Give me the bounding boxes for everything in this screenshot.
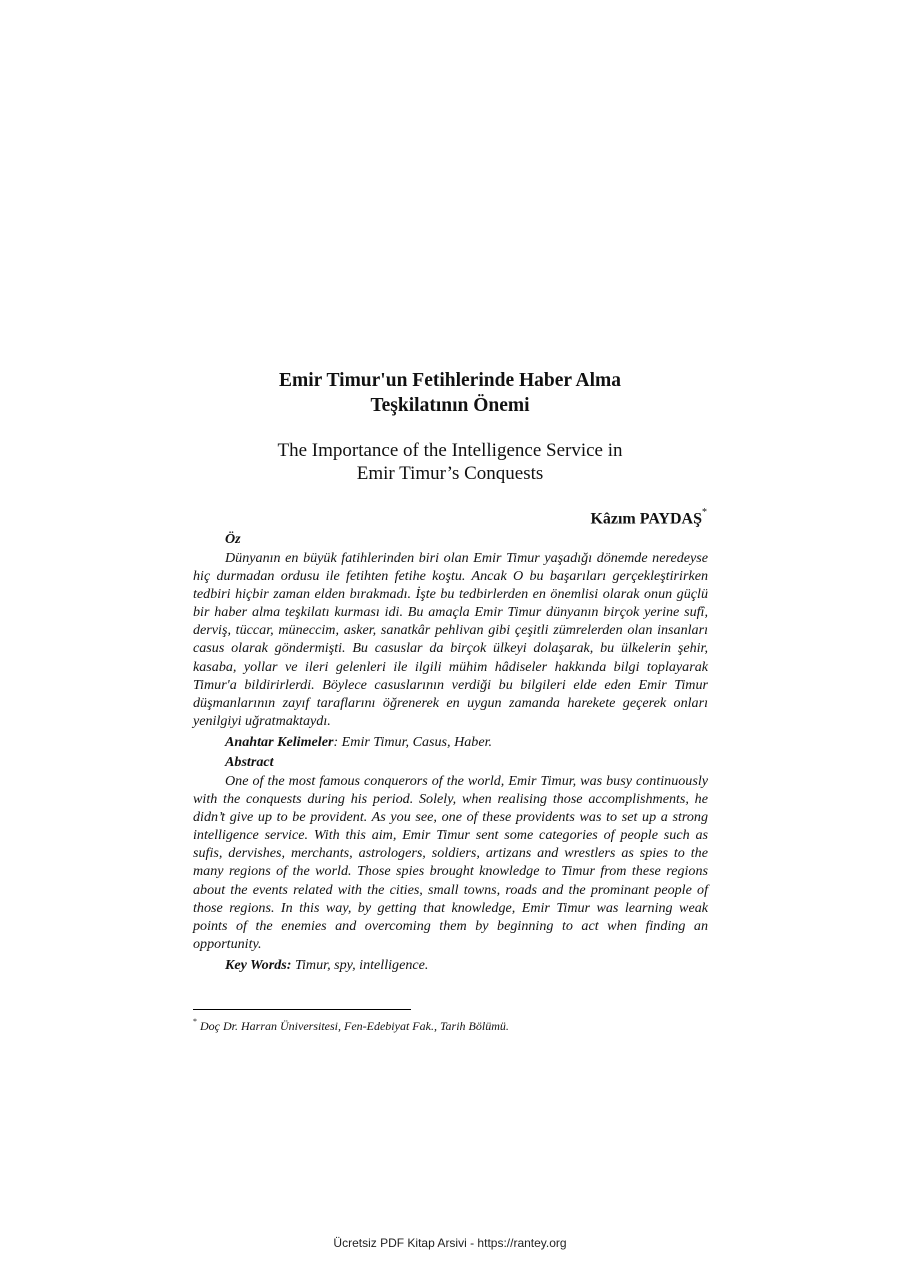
oz-paragraph: Dünyanın en büyük fatihlerinden biri olan Emir Timur yaşadığı dönemde neredeyse hiç durmadan ordusu ile fetihten fetihe koştu. Ancak O bu başarıları gerçekleştirirken tedbiri hiçbir zaman elden bırakmadı. İşte bu tedbirlerden en önemlisi olarak onun güçlü bir haber alma teşkilatı kurması idi. Bu amaçla Emir Timur dünyanın birçok yerine sufî, derviş, tüccar, müneccim, asker, sanatkâr pehlivan gibi çeşitli zümrelerden olan insanları casus olarak göndermişti. Bu casuslar da birçok ülkeyi dolaşarak, bu ülkelerin şehir, kasaba, yollar ve ileri gelenleri ile ilgili mühim hâdiseler hakkında bilgi toplayarak Timur'a bildirirlerdi. Böylece casuslarının verdiği bu bilgileri elde eden Emir Timur düşmanlarının zayıf taraflarını öğrenerek en uygun zamanda harekete geçerek onları yenilgiyi uğratmaktaydı. xyxy=(193,550,708,729)
title-line-2: Teşkilatının Önemi xyxy=(370,395,530,416)
footnote-text: Doç Dr. Harran Üniversitesi, Fen-Edebiyat Fak., Tarih Bölümü. xyxy=(197,1019,509,1033)
author-name: Kâzım PAYDAŞ xyxy=(590,510,702,528)
key-words xyxy=(193,955,708,975)
abstract-heading: Abstract xyxy=(225,753,274,770)
subtitle-line-2: Emir Timur’s Conquests xyxy=(356,463,544,484)
article-subtitle xyxy=(150,439,750,485)
title-line-1: Emir Timur'un Fetihlerinde Haber Alma xyxy=(279,370,621,391)
key-words-label: Key Words: xyxy=(225,956,292,973)
oz-heading: Öz xyxy=(225,531,241,547)
key-words-text: Timur, spy, intelligence. xyxy=(291,956,429,973)
page-footer: Ücretsiz PDF Kitap Arsivi - https://rantey.org xyxy=(333,1236,567,1250)
anahtar-kelimeler-text: : Emir Timur, Casus, Haber. xyxy=(333,733,493,750)
anahtar-kelimeler-label: Anahtar Kelimeler xyxy=(225,733,334,750)
article-body xyxy=(193,529,708,975)
subtitle-line-1: The Importance of the Intelligence Service in xyxy=(277,440,623,461)
author-footnote-marker[interactable]: * xyxy=(702,507,707,518)
footnote xyxy=(193,1015,509,1034)
anahtar-kelimeler xyxy=(193,732,708,752)
footnote-marker: * xyxy=(193,1017,197,1026)
abstract-paragraph: One of the most famous conquerors of the world, Emir Timur, was busy continuously with the conquests during his period. Solely, when realising those accomplishments, he didn’t give up to be provident. As you see, one of these providents was to set up a strong intelligence service. With this aim, Emir Timur sent some categories of people such as sufis, dervishes, merchants, astrologers, soldiers, artizans and wrestlers as spies to the many regions of the world. Those spies brought knowledge to Timur from these regions about the events related with the cities, small towns, roads and the prominant people of those regions. In this way, by getting that knowledge, Emir Timur was learning weak points of the enemies and overcoming them by beginning to act when finding an opportunity. xyxy=(193,772,708,952)
author xyxy=(590,505,707,529)
article-title xyxy=(150,368,750,418)
footnote-divider xyxy=(193,1009,411,1010)
